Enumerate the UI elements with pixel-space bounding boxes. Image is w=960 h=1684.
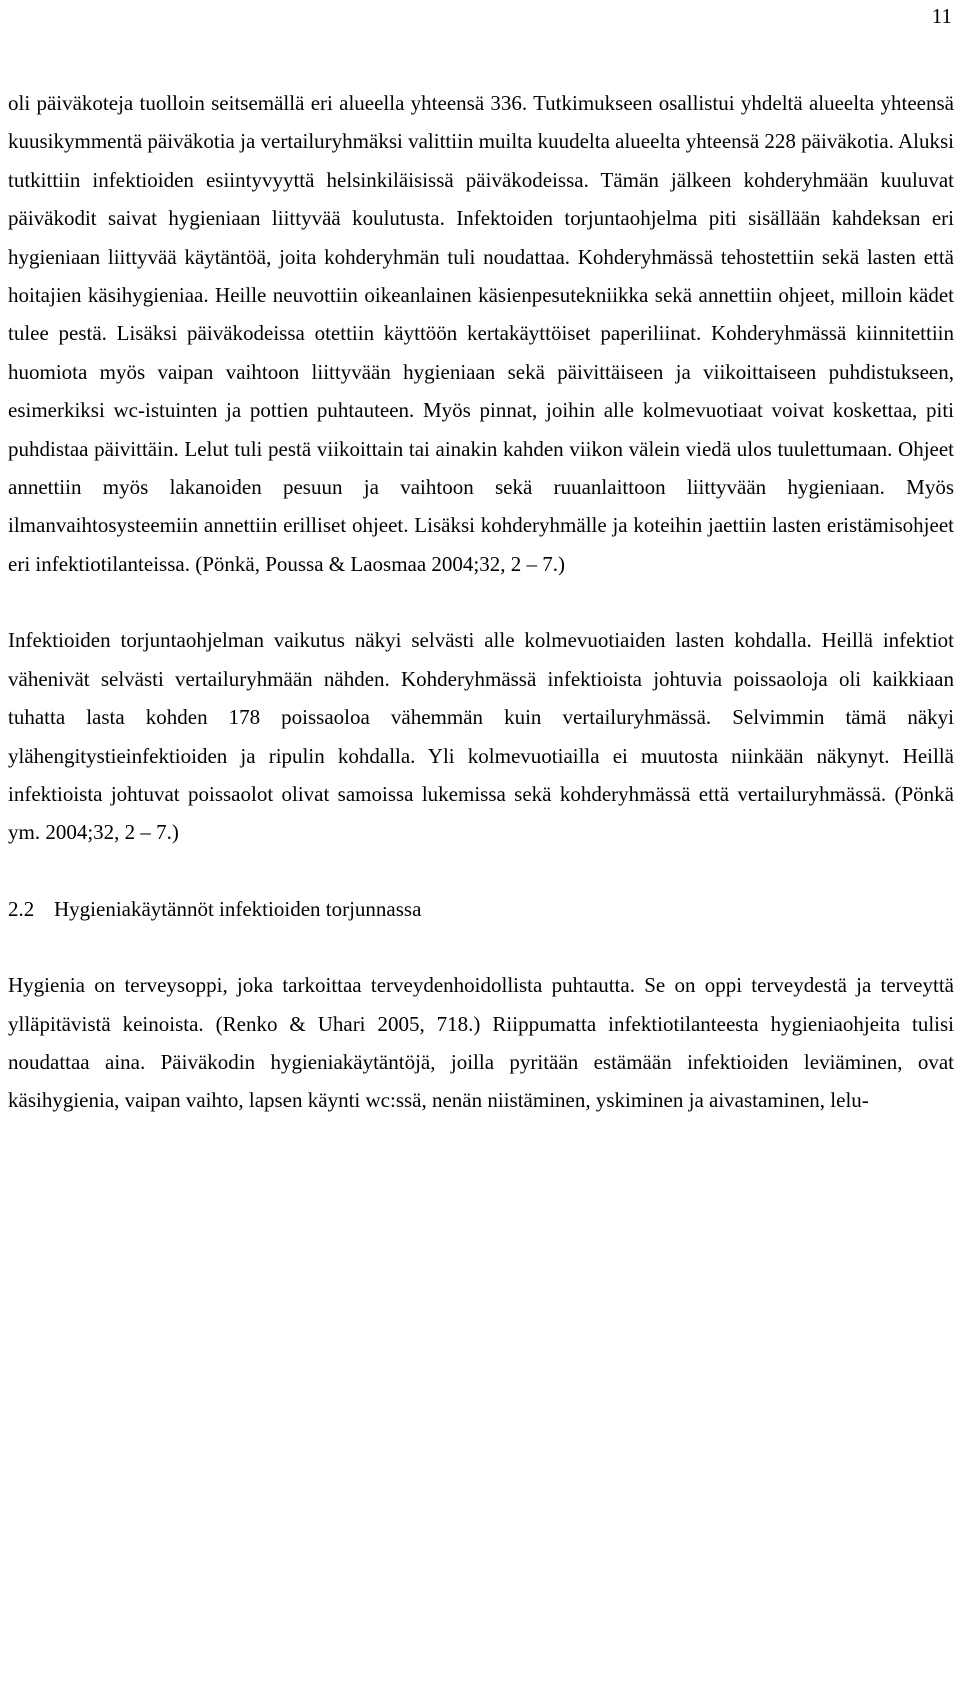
body-paragraph-1: oli päiväkoteja tuolloin seitsemällä eri alueella yhteensä 336. Tutkimukseen osallistui yhdeltä alueelta yhteensä kuusikymmentä päiväkotia ja vertailuryhmäksi valittiin muilta kuudelta alueelta yhteensä 228 päiväkotia. Aluksi tutkittiin infektioiden esiintyvyyttä helsinkiläisissä päiväkodeissa. Tämän jälkeen kohderyhmään kuuluvat päiväkodit saivat hygieniaan liittyvää koulutusta. Infektoiden torjuntaohjelma piti sisällään kahdeksan eri hygieniaan liittyvää käytäntöä, joita kohderyhmän tuli noudattaa. Kohderyhmässä tehostettiin sekä lasten että hoitajien käsihygieniaa. Heille neuvottiin oikeanlainen käsienpesutekniikka sekä annettiin ohjeet, milloin kädet tulee pestä. Lisäksi päiväkodeissa otettiin käyttöön kertakäyttöiset paperiliinat. Kohderyhmässä kiinnitettiin huomiota myös vaipan vaihtoon liittyvään hygieniaan sekä päivittäiseen ja viikoittaiseen puhdistukseen, esimerkiksi wc-istuinten ja pottien puhtauteen. Myös pinnat, joihin alle kolmevuotiaat voivat koskettaa, piti puhdistaa päivittäin. Lelut tuli pestä viikoittain tai ainakin kahden viikon välein viedä ulos tuulettumaan. Ohjeet annettiin myös lakanoiden pesuun ja vaihtoon sekä ruuanlaittoon liittyvään hygieniaan. Myös ilmanvaihtosysteemiin annettiin erilliset ohjeet. Lisäksi kohderyhmälle ja koteihin jaettiin lasten eristämisohjeet eri infektiotilanteissa. (Pönkä, Poussa & Laosmaa 2004;32, 2 – 7.): [8, 91, 954, 576]
page-number: 11: [931, 4, 952, 28]
section-heading: [8, 890, 954, 928]
section-paragraph: Hygienia on terveysoppi, joka tarkoittaa terveydenhoidollista puhtautta. Se on oppi terveydestä ja terveyttä ylläpitävistä keinoista. (Renko & Uhari 2005, 718.) Riippumatta infektiotilanteesta hygieniaohjeita tulisi noudattaa aina. Päiväkodin hygieniakäytäntöjä, joilla pyritään estämään infektioiden leviäminen, ovat käsihygienia, vaipan vaihto, lapsen käynti wc:ssä, nenän niistäminen, yskiminen ja aivastaminen, lelu-: [8, 973, 954, 1113]
section-title: Hygieniakäytännöt infektioiden torjunnassa: [54, 896, 422, 921]
section-number: 2.2: [8, 896, 35, 921]
document-body: [8, 84, 954, 1120]
body-paragraph-2: Infektioiden torjuntaohjelman vaikutus näkyi selvästi alle kolmevuotiaiden lasten kohdalla. Heillä infektiot vähenivät selvästi vertailuryhmään nähden. Kohderyhmässä infektioista johtuvia poissaoloja oli kaikkiaan tuhatta lasta kohden 178 poissaoloa vähemmän kuin vertailuryhmässä. Selvimmin tämä näkyi ylähengitystieinfektioiden ja ripulin kohdalla. Yli kolmevuotiailla ei muutosta niinkään näkynyt. Heillä infektioista johtuvat poissaolot olivat samoissa lukemissa sekä kohderyhmässä että vertailuryhmässä. (Pönkä ym. 2004;32, 2 – 7.): [8, 628, 954, 845]
